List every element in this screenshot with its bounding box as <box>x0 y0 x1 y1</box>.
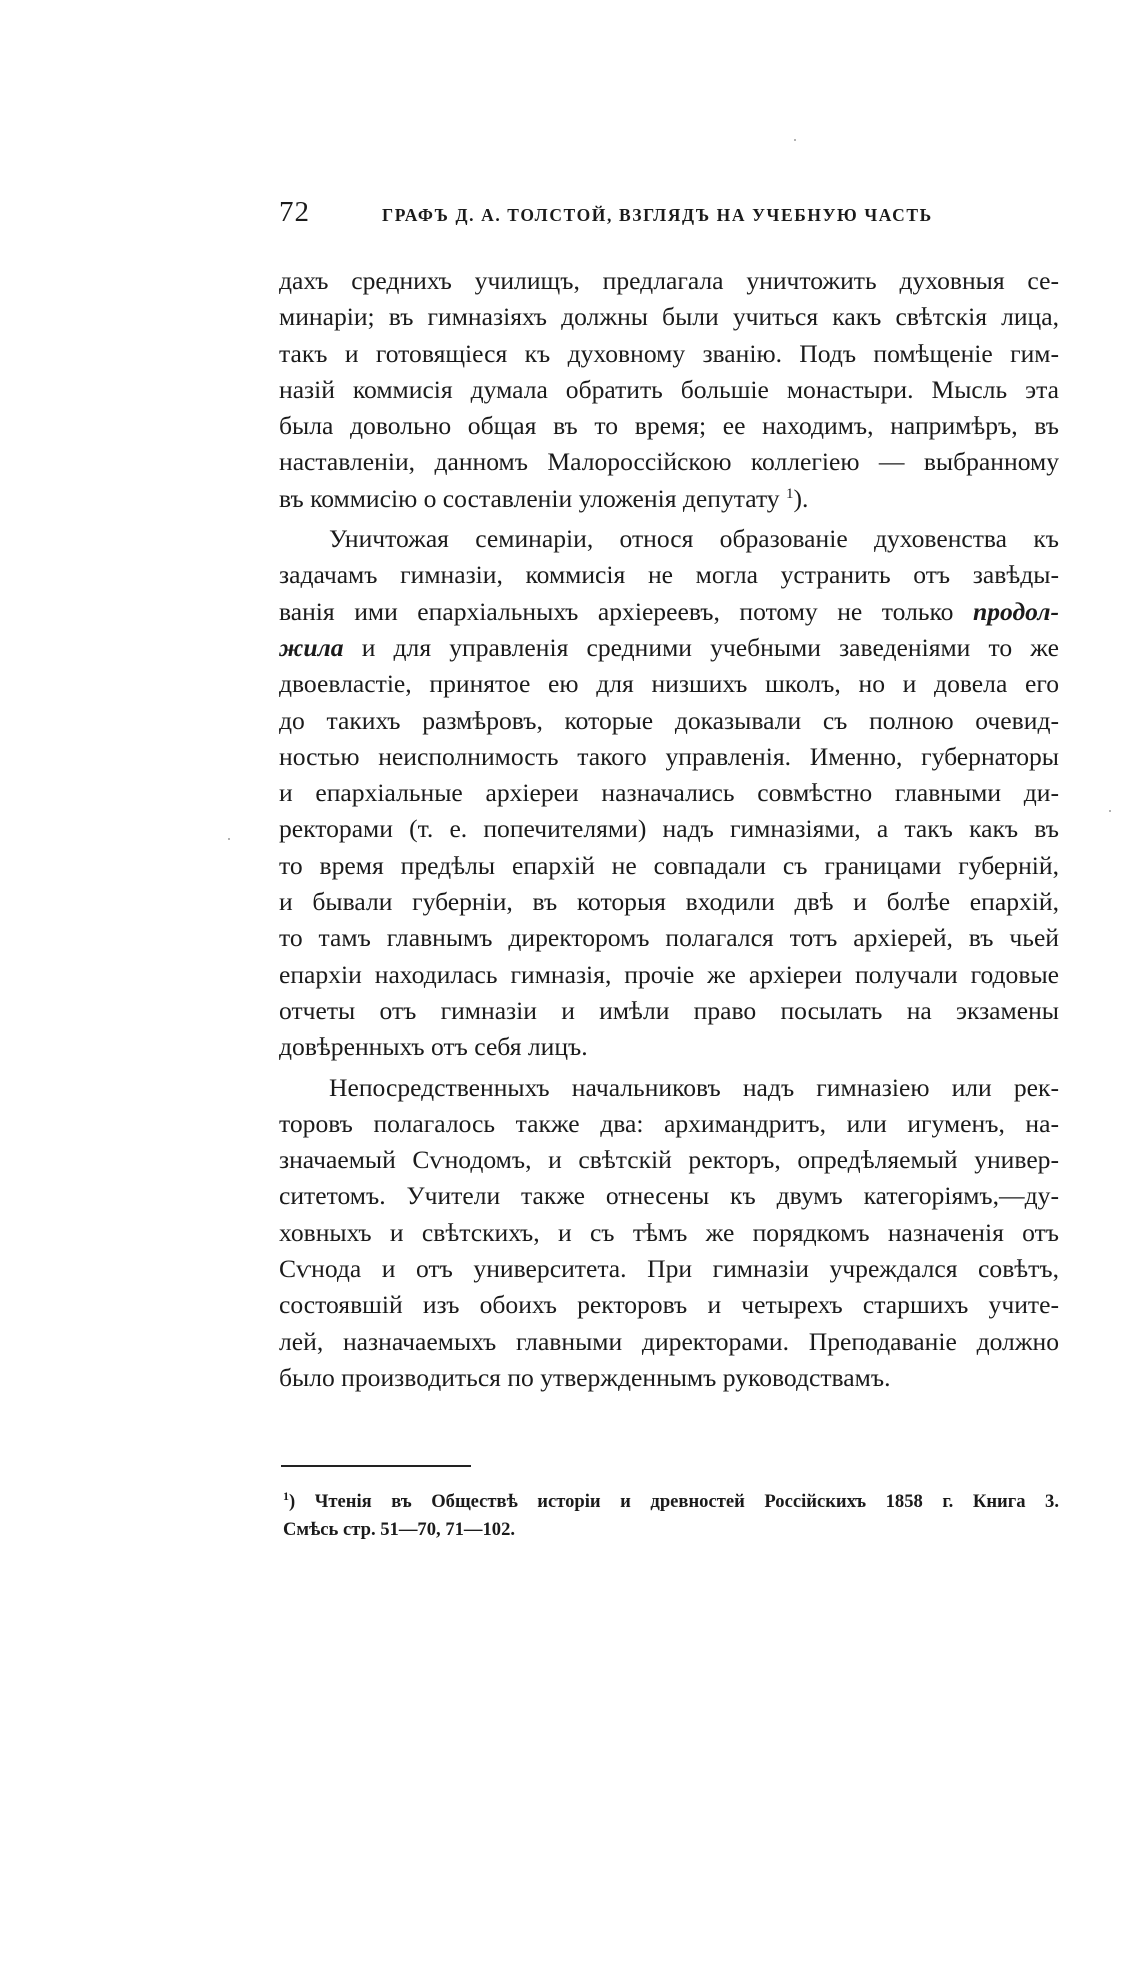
text-line: до такихъ размѣровъ, которые доказывали съ полною очевид- <box>279 705 1059 735</box>
text-line: Уничтожая семинаріи, относя образованіе духовенства къ <box>329 524 1059 554</box>
text-line: состоявшій изъ обоихъ ректоровъ и четырехъ старшихъ учите- <box>279 1290 1059 1320</box>
text-line: наставленіи, данномъ Малороссійскою коллегіею — выбранному <box>279 447 1059 477</box>
text-line: назій коммисія думала обратить большіе монастыри. Мысль эта <box>279 374 1059 404</box>
scan-speck <box>794 139 796 141</box>
body-text <box>279 263 1059 1400</box>
text-line: лей, назначаемыхъ главными директорами. Преподаваніе должно <box>279 1326 1059 1356</box>
footnote <box>283 1488 1059 1544</box>
text-line: довѣренныхъ отъ себя лицъ. <box>279 1032 588 1062</box>
text-line: значаемый Сѵнодомъ, и свѣтскій ректоръ, опредѣляемый универ- <box>279 1145 1059 1175</box>
running-head: ГРАФЪ Д. А. ТОЛСТОЙ, ВЗГЛЯДЪ НА УЧЕБНУЮ ЧАСТЬ <box>382 205 933 225</box>
footnote-line <box>283 1488 1059 1516</box>
line-text: и для управленія средними учебными заведеніями то же <box>361 632 1059 662</box>
text-line: и бывали губерніи, въ которыя входили двѣ и болѣе епархій, <box>279 887 1059 917</box>
text-line: было производиться по утвержденнымъ руководствамъ. <box>279 1362 891 1392</box>
text-line: и епархіальные архіереи назначались совмѣстно главными ди- <box>279 778 1059 808</box>
text-line <box>279 630 1059 666</box>
text-line: ситетомъ. Учители также отнесены къ двумъ категоріямъ,—ду- <box>279 1181 1059 1211</box>
text-line: была довольно общая въ то время; ее находимъ, напримѣръ, въ <box>279 411 1059 441</box>
text-line: епархіи находилась гимназія, прочіе же архіереи получали годовые <box>279 959 1059 989</box>
text-line: ректорами (т. е. попечителями) надъ гимназіями, а такъ какъ въ <box>279 814 1059 844</box>
page-number: 72 <box>279 196 310 228</box>
footnote-reference: 1 <box>786 485 794 502</box>
text-line <box>279 481 1059 517</box>
text-line: ховныхъ и свѣтскихъ, и съ тѣмъ же порядкомъ назначенія отъ <box>279 1217 1059 1247</box>
text-line <box>279 594 1059 630</box>
page-header <box>279 196 1059 236</box>
italic-word: продол- <box>972 596 1059 626</box>
text-line: ностью неисполнимость такого управленія. Именно, губернаторы <box>279 741 1059 771</box>
line-text: ванія ими епархіальныхъ архіереевъ, потому не только <box>279 596 954 626</box>
paragraph-3 <box>279 1070 1059 1397</box>
footnote-line: Смѣсь стр. 51—70, 71—102. <box>283 1519 516 1540</box>
text-line: дахъ среднихъ училищъ, предлагала уничтожить духовныя се- <box>279 266 1059 295</box>
line-text: въ коммисію о составленіи уложенія депутату <box>279 483 780 513</box>
text-line: то время предѣлы епархій не совпадали съ границами губерній, <box>279 850 1059 880</box>
footnote-text: ) Чтенія въ Обществѣ исторіи и древностей Россійскихъ 1858 г. Книга 3. <box>289 1491 1059 1512</box>
text-line: задачамъ гимназіи, коммисія не могла устранить отъ завѣды- <box>279 560 1059 590</box>
text-line: торовъ полагалось также два: архимандритъ, или игуменъ, на- <box>279 1108 1059 1138</box>
text-line: то тамъ главнымъ директоромъ полагался тотъ архіерей, въ чьей <box>279 923 1059 953</box>
text-line: двоевластіе, принятое ею для низшихъ школъ, но и довела его <box>279 669 1059 699</box>
scan-speck <box>1109 810 1111 812</box>
italic-word: жила <box>279 632 344 662</box>
footnote-divider <box>281 1465 471 1467</box>
text-line: Непосредственныхъ начальниковъ надъ гимназіею или рек- <box>329 1072 1059 1102</box>
text-line: такъ и готовящіеся къ духовному званію. Подъ помѣщеніе гим- <box>279 338 1059 368</box>
line-tail: ). <box>793 483 809 513</box>
paragraph-2 <box>279 521 1059 1065</box>
paragraph-1 <box>279 263 1059 517</box>
text-line: отчеты отъ гимназіи и имѣли право посылать на экзамены <box>279 995 1059 1025</box>
footnote-marker: 1 <box>283 1489 289 1503</box>
scan-speck <box>228 838 230 840</box>
text-line: минаріи; въ гимназіяхъ должны были учиться какъ свѣтскія лица, <box>279 302 1059 332</box>
text-line: Сѵнода и отъ университета. При гимназіи учреждался совѣтъ, <box>279 1254 1059 1284</box>
